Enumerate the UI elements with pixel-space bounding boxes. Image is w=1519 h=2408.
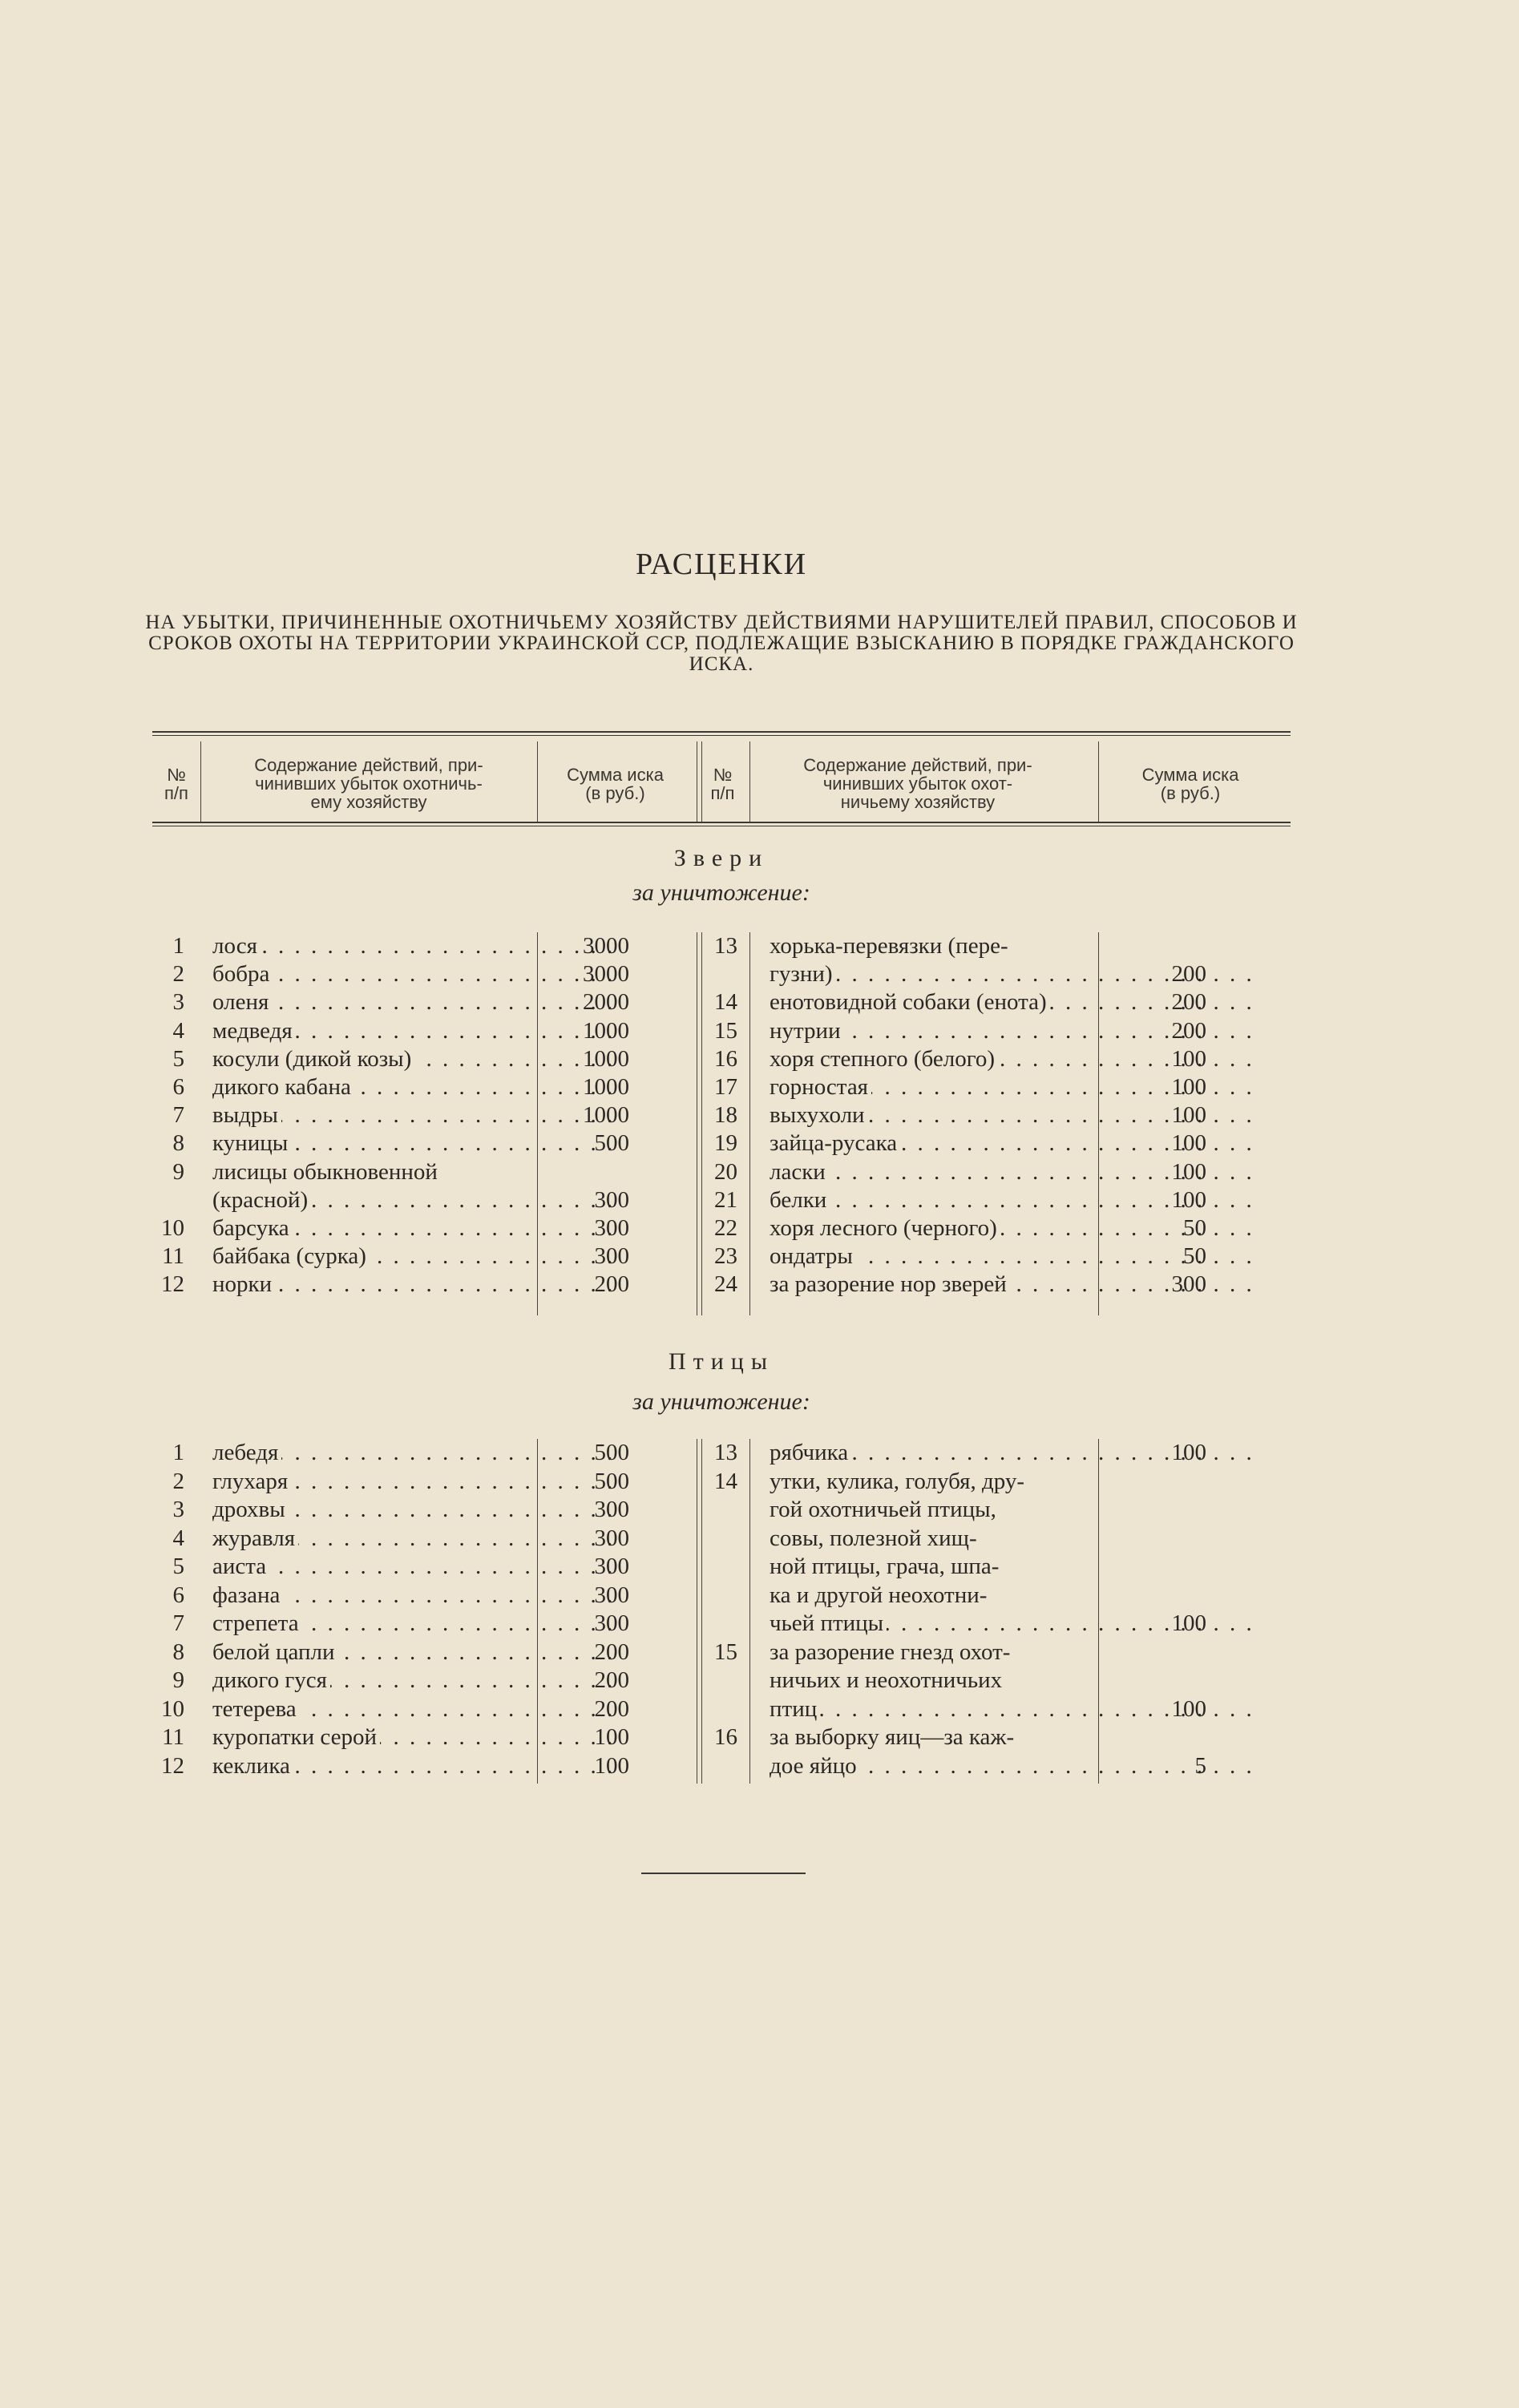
row-number: 15 [714,1017,737,1044]
row-number: 1 [172,1440,184,1465]
row-description-text: выхухоли [770,1102,868,1128]
row-description-text: утки, кулика, голубя, дру- [770,1469,1028,1494]
table-row [152,1752,1291,1780]
table-row [152,1242,1291,1271]
row-sum: 50 [1183,1243,1206,1270]
row-number: 3 [172,989,184,1016]
row-description-text: нутрии [770,1018,844,1044]
row-description-text: кеклика [212,1753,293,1779]
table-top-rule [152,731,1291,736]
closing-rule [641,1873,806,1874]
table-row [152,1129,1291,1158]
table-row [152,1525,1291,1553]
column-divider [1098,1439,1099,1784]
document-subtitle: НА УБЫТКИ, ПРИЧИНЕННЫЕ ОХОТНИЧЬЕМУ ХОЗЯЙСТВУ ДЕЙСТВИЯМИ НАРУШИТЕЛЕЙ ПРАВИЛ, СПОСОБОВ И СРОКОВ ОХОТЫ НА ТЕРРИТОРИИ УКРАИНСКОЙ ССР, ПОДЛЕЖАЩИЕ ВЗЫСКАНИЮ В ПОРЯДКЕ ГРАЖДАНСКОГО ИСКА. [145,612,1298,675]
row-description-text: ной птицы, грача, шпа- [770,1553,1002,1579]
header-num-right: № п/п [710,764,735,803]
table-row [152,1553,1291,1581]
table-row [152,1695,1291,1723]
row-description-text: совы, полезной хищ- [770,1525,980,1551]
row-number: 12 [161,1752,184,1779]
row-description-text: зайца-русака [770,1130,900,1156]
row-sum: 100 [594,1724,629,1750]
row-description-text: куропатки серой [212,1724,380,1750]
row-number: 8 [172,1638,184,1665]
row-description-text: рябчика [770,1440,851,1465]
row-number: 24 [714,1271,737,1298]
table-row [152,1073,1291,1101]
column-divider [749,932,750,1315]
section-title-animals: Звери [673,845,770,871]
row-sum: 1000 [583,1045,629,1072]
row-number: 7 [172,1102,184,1129]
row-description-text: лебедя [212,1440,281,1465]
header-sum: Сумма иска (в руб.) [567,764,664,803]
column-divider [1098,932,1099,1315]
row-number: 2 [172,1468,184,1494]
row-number: 10 [161,1695,184,1722]
row-description-text: дикого кабана [212,1074,354,1100]
header-divider [749,741,750,822]
row-sum: 200 [1171,961,1206,988]
row-number: 19 [714,1130,737,1157]
table-row [152,988,1291,1016]
row-description-text: лисицы обыкновенной [212,1159,441,1185]
table-row [152,932,1291,960]
row-number: 11 [162,1243,184,1270]
row-description [770,1667,1250,1695]
row-sum: 100 [1171,1695,1206,1722]
table-row [152,1610,1291,1638]
row-sum: 300 [594,1243,629,1270]
row-sum: 300 [594,1553,629,1579]
table-row [152,1271,1291,1299]
row-number: 20 [714,1158,737,1185]
row-number: 2 [172,961,184,988]
table-row [152,1723,1291,1751]
column-divider [701,932,702,1315]
row-sum: 300 [594,1582,629,1608]
row-description-text: горностая [770,1074,871,1100]
row-description-text: хоря лесного (черного) [770,1215,1000,1241]
row-sum: 100 [1171,1440,1206,1465]
row-number: 5 [172,1553,184,1579]
table-row [152,1496,1291,1524]
row-description-text: за разорение нор зверей [770,1271,1010,1297]
table-row [152,1638,1291,1667]
row-sum: 5 [1194,1752,1206,1779]
row-number: 4 [172,1525,184,1551]
row-description-text: дикого гуся [212,1667,330,1693]
table-row [152,1158,1291,1186]
table-row [152,1582,1291,1610]
row-sum: 200 [594,1638,629,1665]
row-description [770,1496,1250,1524]
row-description [770,932,1250,960]
row-number: 12 [161,1271,184,1298]
row-number: 11 [162,1724,184,1750]
header-divider [701,741,702,822]
row-number: 16 [714,1045,737,1072]
section-title-birds: Птицы [668,1348,775,1375]
column-divider [701,1439,702,1784]
row-sum: 200 [594,1271,629,1298]
row-description-text: журавля [212,1525,298,1551]
row-description-text: ласки [770,1159,829,1185]
row-description-text: тетерева [212,1696,300,1722]
header-divider [1098,741,1099,822]
row-sum: 100 [594,1752,629,1779]
section-subtitle-animals: за уничтожение: [632,879,810,906]
row-sum: 500 [594,1440,629,1465]
row-description-text: за разорение гнезд охот- [770,1639,1013,1665]
row-description-text: косули (дикой козы) [212,1046,414,1072]
row-sum: 1000 [583,1102,629,1129]
row-sum: 200 [1171,1017,1206,1044]
row-description-text: хорька-перевязки (пере- [770,933,1012,959]
row-description-text: (красной) [212,1187,311,1213]
row-sum: 200 [594,1667,629,1693]
row-number: 7 [172,1610,184,1636]
row-number: 8 [172,1130,184,1157]
row-description-text: куницы [212,1130,291,1156]
header-divider [537,741,538,822]
row-description [770,1638,1250,1667]
row-sum: 100 [1171,1158,1206,1185]
row-number: 9 [172,1667,184,1693]
row-description-text: дое яйцо [770,1753,860,1779]
row-description-text: бобра [212,961,273,987]
row-sum: 100 [1171,1045,1206,1072]
row-number: 4 [172,1017,184,1044]
table-row [152,1101,1291,1129]
header-num: № п/п [164,764,188,803]
row-number: 16 [714,1724,737,1750]
row-sum: 300 [594,1525,629,1551]
row-description-text: барсука [212,1215,293,1241]
header-divider [200,741,201,822]
row-sum: 300 [594,1497,629,1522]
row-number: 18 [714,1102,737,1129]
row-description-text: аиста [212,1553,269,1579]
row-sum: 3000 [583,961,629,988]
row-sum: 100 [1171,1130,1206,1157]
row-sum: 2000 [583,989,629,1016]
table-row [152,1045,1291,1073]
table-header [152,741,1291,826]
row-sum: 100 [1171,1610,1206,1636]
row-description-text: ка и другой неохотни- [770,1582,990,1608]
table-row [152,1186,1291,1214]
row-description-text: дрохвы [212,1497,289,1522]
row-number: 15 [714,1638,737,1665]
row-sum: 500 [594,1468,629,1494]
row-description [770,1582,1250,1610]
row-description-text: лося [212,933,261,959]
header-content: Содержание действий, при- чинивших убыток охотничь- ему хозяйству [254,755,483,812]
document-title: РАСЦЕНКИ [635,547,808,581]
row-description-text: стрепета [212,1610,302,1636]
row-description-text: байбака (сурка) [212,1243,370,1269]
row-number: 3 [172,1497,184,1522]
row-description-text: хоря степного (белого) [770,1046,998,1072]
row-sum: 100 [1171,1074,1206,1100]
row-number: 1 [172,933,184,959]
row-description-text: гузни) [770,961,836,987]
row-number: 13 [714,1440,737,1465]
row-description-text: глухаря [212,1469,291,1494]
row-sum: 50 [1183,1215,1206,1241]
row-number: 6 [172,1582,184,1608]
row-number: 14 [714,989,737,1016]
row-description-text: норки [212,1271,275,1297]
table-row [152,1667,1291,1695]
row-description-text: чьей птицы [770,1610,887,1636]
table-row [152,1468,1291,1496]
row-description-text: енотовидной собаки (енота) [770,989,1050,1015]
table-row [152,960,1291,988]
row-description [770,1723,1250,1751]
header-sum-right: Сумма иска (в руб.) [1141,764,1239,803]
column-divider [749,1439,750,1784]
row-description-text: оленя [212,989,272,1015]
row-number: 21 [714,1186,737,1213]
table-header-bottom-rule [152,822,1291,826]
row-number: 9 [172,1158,184,1185]
row-description-text: ондатры [770,1243,856,1269]
column-divider [537,1439,538,1784]
table-row [152,1017,1291,1045]
row-sum: 100 [1171,1102,1206,1129]
row-number: 13 [714,933,737,959]
column-divider [537,932,538,1315]
row-description-text: выдры [212,1102,281,1128]
row-sum: 200 [1171,989,1206,1016]
row-description [770,1553,1250,1581]
row-sum: 300 [594,1610,629,1636]
row-number: 17 [714,1074,737,1100]
row-description-text: медведя [212,1018,296,1044]
row-description-text: ничьих и неохотничьих [770,1667,1005,1693]
table-row [152,1214,1291,1242]
section-subtitle-birds: за уничтожение: [632,1388,810,1415]
row-sum: 1000 [583,1074,629,1100]
row-sum: 300 [1171,1271,1206,1298]
row-sum: 300 [594,1186,629,1213]
row-description-text: белой цапли [212,1639,338,1665]
table-row [152,1439,1291,1467]
row-description [770,1468,1250,1496]
row-number: 6 [172,1074,184,1100]
row-number: 5 [172,1045,184,1072]
row-number: 14 [714,1468,737,1494]
row-description-text: за выборку яиц—за каж- [770,1724,1017,1750]
row-sum: 200 [594,1695,629,1722]
row-number: 10 [161,1215,184,1241]
row-description-text: птиц [770,1696,820,1722]
row-description-text: белки [770,1187,830,1213]
header-content-right: Содержание действий, при- чинивших убыток охот- ничьему хозяйству [803,755,1032,812]
row-sum: 300 [594,1215,629,1241]
row-sum: 100 [1171,1186,1206,1213]
row-description-text: гой охотничьей птицы, [770,1497,1000,1522]
row-number: 22 [714,1215,737,1241]
row-description [770,1525,1250,1553]
row-sum: 500 [594,1130,629,1157]
row-sum: 3000 [583,933,629,959]
row-number: 23 [714,1243,737,1270]
row-description-text: фазана [212,1582,283,1608]
row-sum: 1000 [583,1017,629,1044]
